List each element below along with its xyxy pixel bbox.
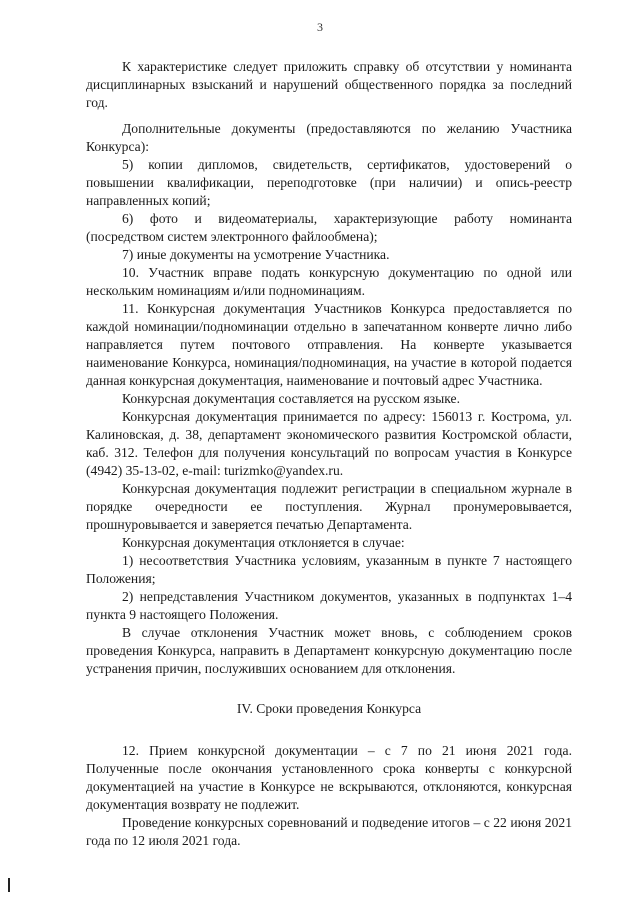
paragraph: 12. Прием конкурсной документации – с 7 по 21 июня 2021 года. Полученные после окончания установленного срока конверты с конкурсной документацией на участие в Конкурсе не вскрываются, отклоняются, конкурсная документация возврату не подлежит. [86,743,572,812]
list-item: 6) фото и видеоматериалы, характеризующие работу номинанта (посредством систем электронного файлообмена); [86,211,572,244]
paragraph: Конкурсная документация подлежит регистрации в специальном журнале в порядке очередности ее поступления. Журнал пронумеровывается, прошнуровывается и заверяется печатью Департамента. [86,481,572,532]
paragraph: Дополнительные документы (предоставляются по желанию Участника Конкурса): [86,121,572,154]
paragraph: Конкурсная документация отклоняется в случае: [122,535,405,550]
list-item: 2) непредставления Участником документов, указанных в подпунктах 1–4 пункта 9 настоящего Положения. [86,589,572,622]
paragraph: 11. Конкурсная документация Участников Конкурса предоставляется по каждой номинации/подноминации отдельно в запечатанном конверте лично либо направляется путем почтового отправления. На конверте указывается наименование Конкурса, номинация/подноминация, на участие в которой подается данная конкурсная документация, наименование и почтовый адрес Участника. [86,301,572,388]
paragraph: В случае отклонения Участник может вновь, с соблюдением сроков проведения Конкурса, направить в Департамент конкурсную документацию после устранения причин, послуживших основанием для отклонения. [86,625,572,676]
paragraph: К характеристике следует приложить справку об отсутствии у номинанта дисциплинарных взысканий и нарушений общественного порядка за последний год. [86,59,572,110]
paragraph: 10. Участник вправе подать конкурсную документацию по одной или нескольким номинациям и/или подноминациям. [86,265,572,298]
paragraph: Проведение конкурсных соревнований и подведение итогов – с 22 июня 2021 года по 12 июля 2021 года. [86,815,572,848]
paragraph: Конкурсная документация принимается по адресу: 156013 г. Кострома, ул. Калиновская, д. 38, департамент экономического развития Костромской области, каб. 312. Телефон для получения консультаций по вопросам участия в Конкурсе (4942) 35-13-02, e-mail: turizmko@yandex.ru. [86,409,572,478]
list-item: 1) несоответствия Участника условиям, указанным в пункте 7 настоящего Положения; [86,553,572,586]
document-body [86,58,572,850]
page-number: 3 [317,20,323,34]
paragraph: Конкурсная документация составляется на русском языке. [122,391,460,406]
list-item: 5) копии дипломов, свидетельств, сертификатов, удостоверений о повышении квалификации, переподготовке (при наличии) и опись-реестр направленных копий; [86,157,572,208]
list-item: 7) иные документы на усмотрение Участника. [122,247,390,262]
scan-edge-mark [8,878,10,892]
section-heading: IV. Сроки проведения Конкурса [236,701,422,716]
